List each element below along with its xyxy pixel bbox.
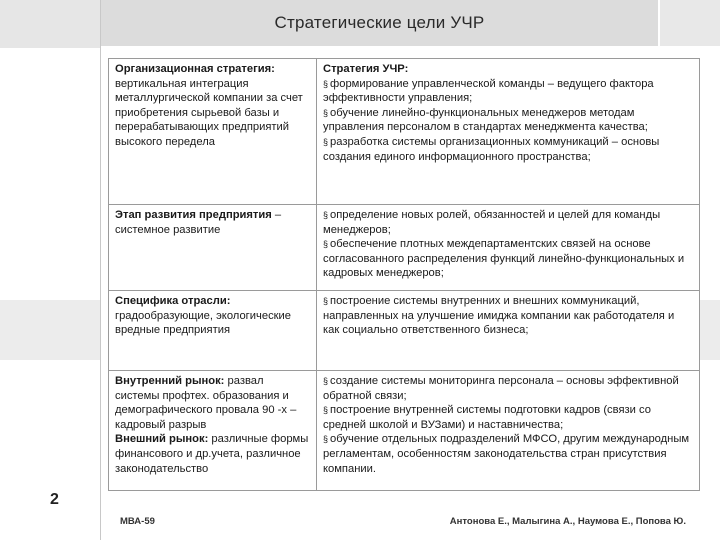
right-cell [317, 205, 700, 291]
table-row [109, 291, 700, 371]
list-item [323, 432, 693, 476]
left-cell [109, 205, 317, 291]
goals-table [108, 58, 700, 491]
bullet-icon: § [323, 136, 329, 147]
row-heading: Организационная стратегия: [115, 63, 275, 75]
list-item [323, 77, 693, 106]
bullet-text: формирование управленческой команды – ведущего фактора эффективности управления; [323, 77, 654, 105]
title-bar [101, 0, 658, 46]
bullet-icon: § [323, 296, 329, 306]
bullet-text: разработка системы организационных коммуникаций – основы создания единого информационного пространства; [323, 135, 660, 163]
left-cell [109, 371, 317, 491]
list-item [323, 294, 693, 338]
bullet-icon: § [323, 239, 329, 250]
title-right-block [660, 0, 720, 46]
bullet-text: обучение линейно-функциональных менеджеров методам управления персоналом в стандартах менеджмента качества; [323, 106, 648, 134]
row-left-text: вертикальная интеграция металлургической компании за счет приобретения сырьевой базы и перерабатывающих предприятий высокого передела [115, 77, 303, 148]
bullet-icon: § [323, 376, 329, 386]
bullet-icon: § [323, 210, 329, 220]
bullet-icon: § [323, 107, 329, 118]
bullet-text: обучение отдельных подразделений МФСО, другим международным регламентам, особенностям законодательства стран присутствия компании. [323, 433, 690, 475]
row-heading: Специфика отрасли: [115, 295, 231, 307]
list-item [323, 135, 693, 164]
row-left-text: градообразующие, экологические вредные предприятия [115, 309, 292, 337]
right-cell [317, 291, 700, 371]
table-row [109, 205, 700, 291]
bullet-icon: § [323, 405, 329, 416]
list-item [323, 208, 693, 237]
footer-authors: Антонова Е., Малыгина А., Наумова Е., Попова Ю. [449, 516, 686, 527]
right-cell [317, 371, 700, 491]
slide-title: Стратегические цели УЧР [274, 13, 485, 32]
list-item [323, 106, 693, 135]
bullet-icon: § [323, 78, 329, 89]
page-number: 2 [50, 491, 59, 508]
bullet-text: построение внутренней системы подготовки кадров (связи со средней школой и ВУЗами) и наставничества; [323, 404, 651, 431]
vertical-divider [100, 0, 101, 540]
bullet-text: создание системы мониторинга персонала – основы эффективной обратной связи; [323, 375, 679, 402]
left-decor-stripe-mid [0, 300, 100, 360]
list-item [323, 237, 693, 281]
left-cell [109, 59, 317, 205]
bullet-icon: § [323, 434, 329, 445]
bullet-text: обеспечение плотных междепартаментских связей на основе согласованного распределения функций линейно-функциональных и кадровых менеджеров; [323, 238, 685, 280]
list-item [323, 374, 693, 403]
row-left-text: развал системы профтех. образования и демографического провала 90 -х – кадровый разрыв [115, 375, 297, 431]
left-cell [109, 291, 317, 371]
list-item [323, 403, 693, 432]
bullet-text: построение системы внутренних и внешних коммуникаций, направленных на улучшение имиджа компании как работодателя и как социально ответственного бизнеса; [323, 295, 675, 337]
right-decor-stripe [700, 300, 720, 360]
table-row [109, 371, 700, 491]
row-heading-2: Внешний рынок: [115, 433, 209, 446]
left-decor-stripe-top [0, 0, 100, 48]
row-heading: Внутренний рынок: [115, 375, 225, 387]
right-cell [317, 59, 700, 205]
footer-left-label: МВА-59 [120, 516, 155, 527]
row-heading: Этап развития предприятия [115, 209, 272, 221]
row-left-text-2: различные формы финансового и др.учета, различное законодательство [115, 433, 309, 475]
row-left-text: – системное развитие [115, 209, 282, 236]
left-decor-band [0, 0, 100, 540]
right-heading: Стратегия УЧР: [323, 63, 409, 75]
table-row [109, 59, 700, 205]
bullet-text: определение новых ролей, обязанностей и целей для команды менеджеров; [323, 209, 661, 236]
